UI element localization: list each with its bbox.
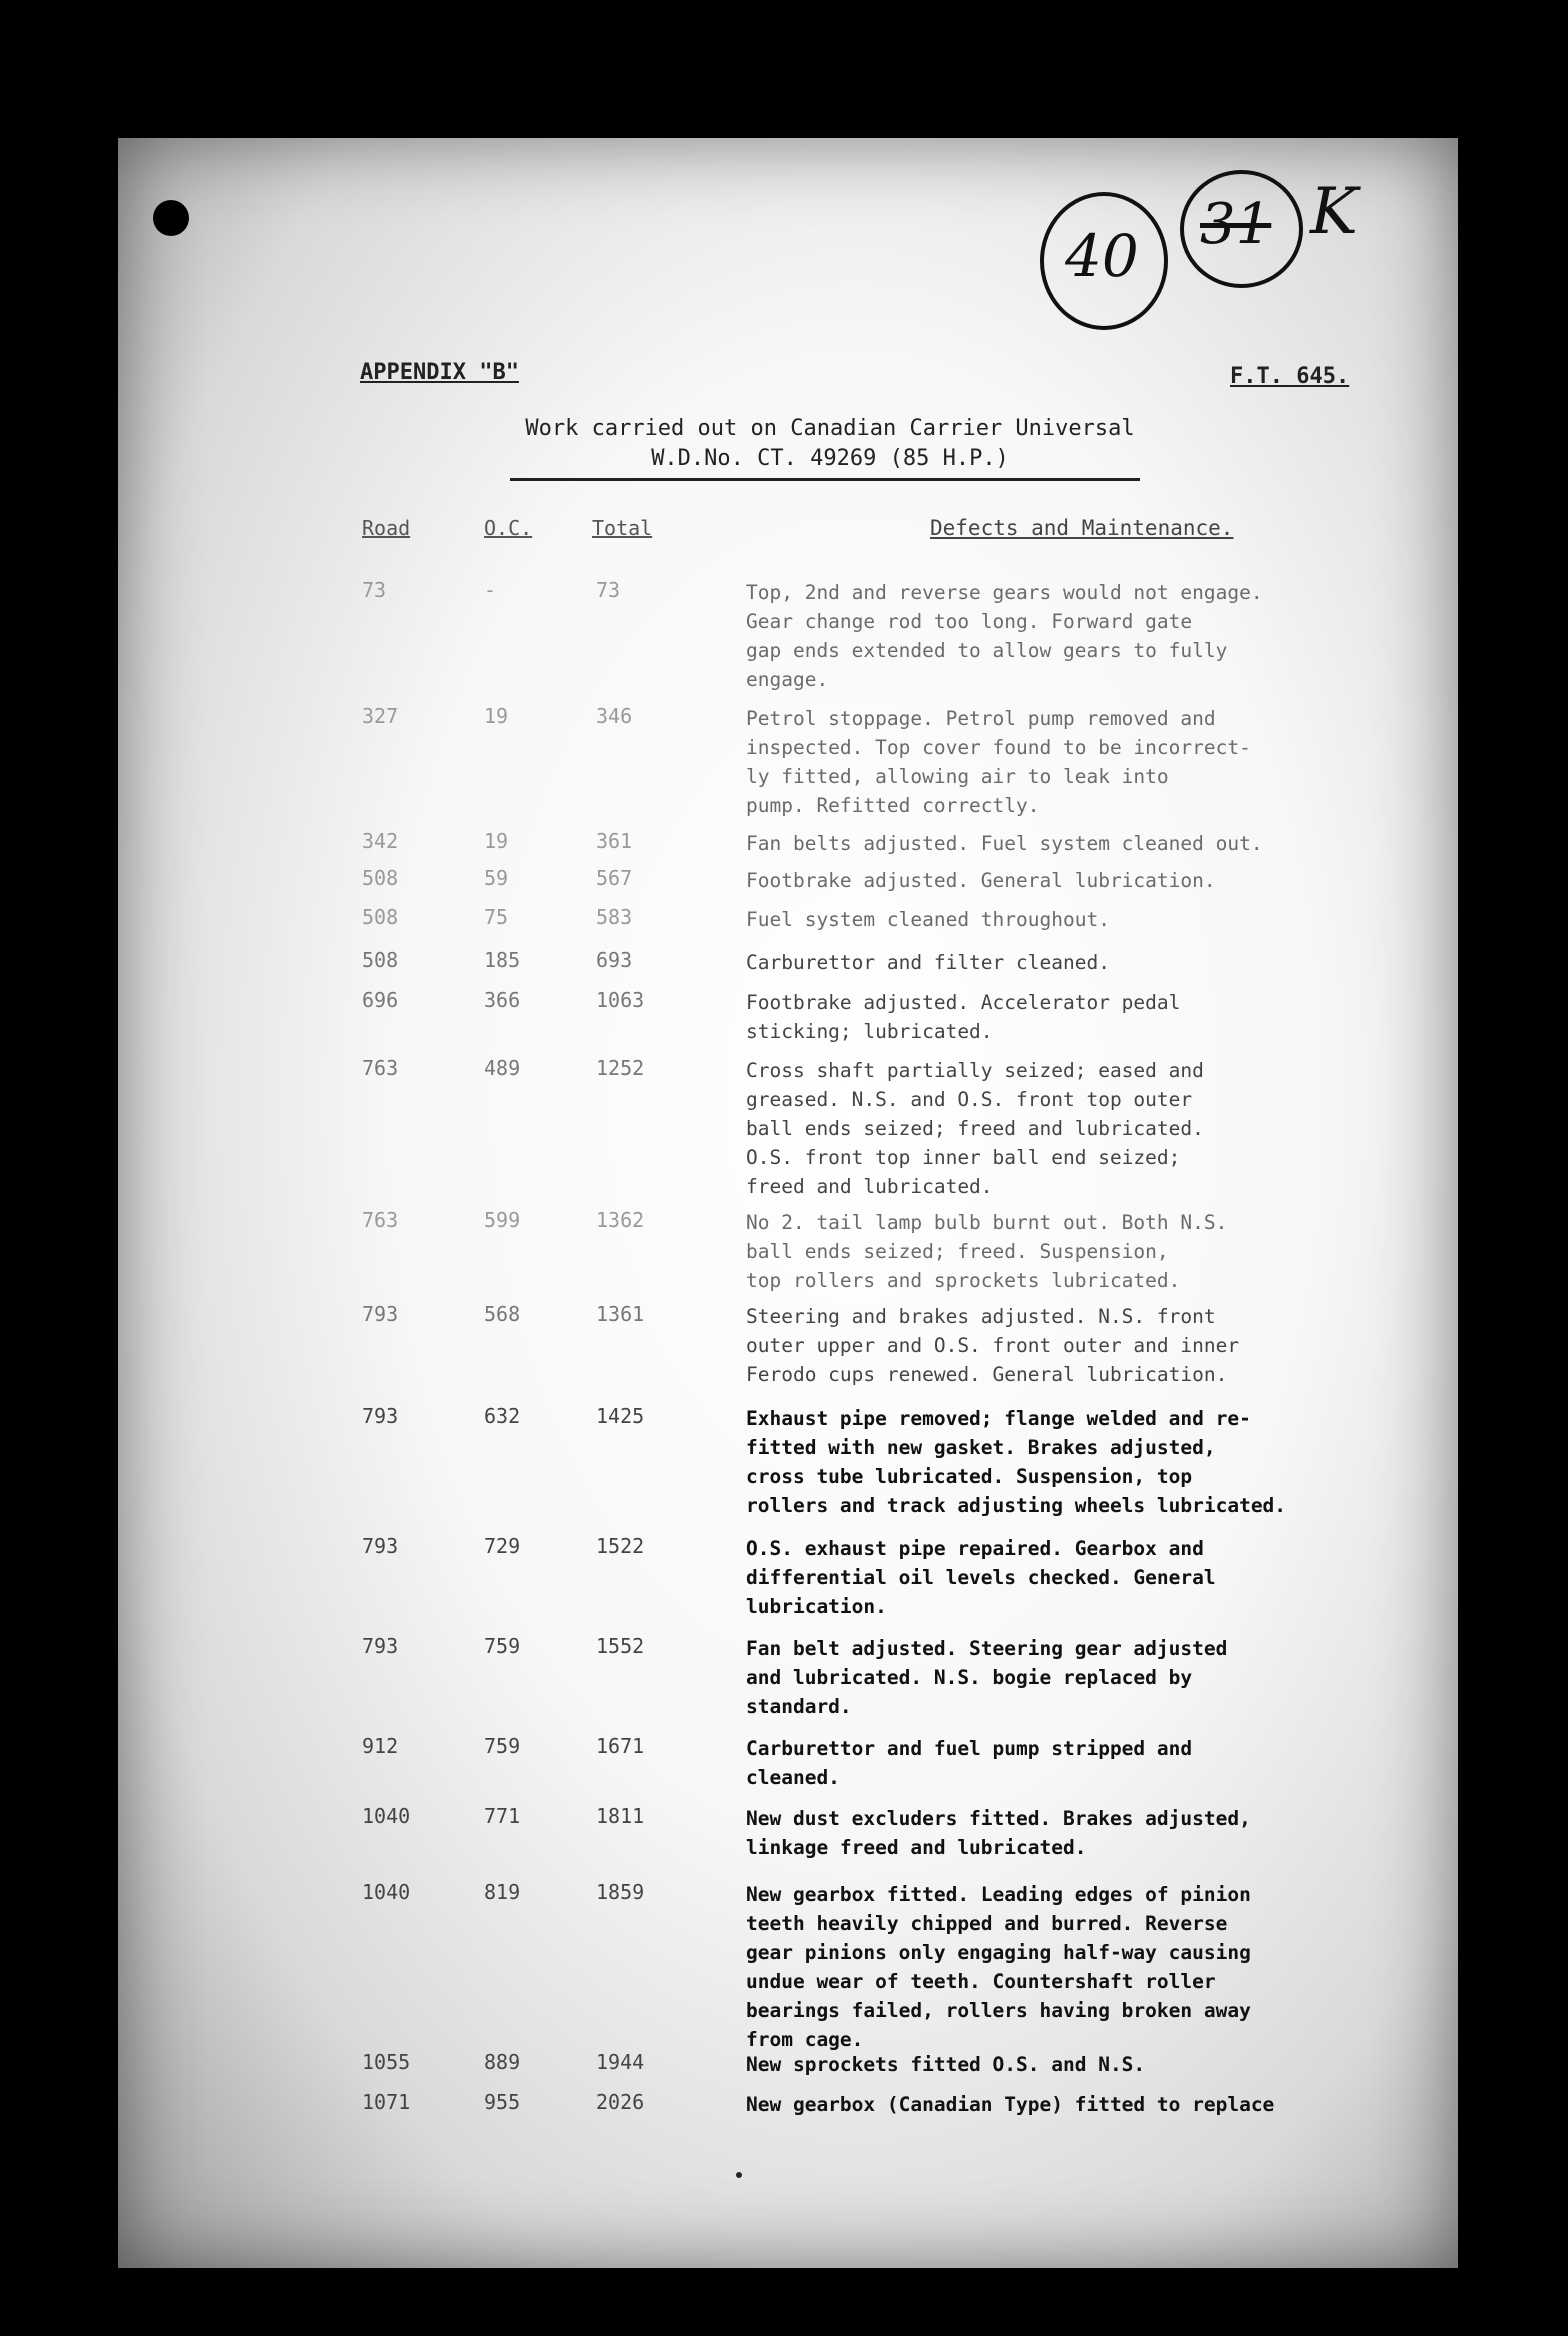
oc-value: 75 <box>484 905 509 929</box>
reference-number: F.T. 645. <box>1230 364 1350 389</box>
oc-value: 19 <box>484 829 509 853</box>
total-value: 2026 <box>596 2090 645 2114</box>
oc-value: 568 <box>484 1302 521 1326</box>
road-value: 508 <box>362 866 399 890</box>
oc-value: 819 <box>484 1880 521 1904</box>
document-title: Work carried out on Canadian Carrier Universal <box>525 416 1135 441</box>
total-value: 1811 <box>596 1804 645 1828</box>
oc-value: 955 <box>484 2090 521 2114</box>
road-value: 1040 <box>362 1804 411 1828</box>
oc-value: 889 <box>484 2050 521 2074</box>
defect-text: New dust excluders fitted. Brakes adjusted, linkage freed and lubricated. <box>746 1807 1251 1859</box>
road-value: 763 <box>362 1056 399 1080</box>
oc-value: 759 <box>484 1734 521 1758</box>
total-value: 1361 <box>596 1302 645 1326</box>
oc-value: 366 <box>484 988 521 1012</box>
column-header-defects: Defects and Maintenance. <box>930 516 1234 540</box>
appendix-heading: APPENDIX "B" <box>360 360 519 385</box>
total-value: 1522 <box>596 1534 645 1558</box>
defect-text: New gearbox (Canadian Type) fitted to replace <box>746 2093 1275 2116</box>
defect-text: Exhaust pipe removed; flange welded and re- fitted with new gasket. Brakes adjusted, cross tube lubricated. Suspension, top rollers and track adjusting wheels lubricated. <box>746 1407 1287 1517</box>
road-value: 793 <box>362 1404 399 1428</box>
column-header-oc: O.C. <box>484 516 533 540</box>
defect-text: Steering and brakes adjusted. N.S. front outer upper and O.S. front outer and inner Ferodo cups renewed. General lubrication. <box>746 1305 1240 1386</box>
oc-value: 771 <box>484 1804 521 1828</box>
road-value: 508 <box>362 905 399 929</box>
handwritten-page-number: 40 <box>1065 222 1139 290</box>
road-value: 73 <box>362 578 387 602</box>
oc-value: 489 <box>484 1056 521 1080</box>
defect-text: Top, 2nd and reverse gears would not engage. Gear change rod too long. Forward gate gap ends extended to allow gears to fully engage. <box>746 581 1263 691</box>
total-value: 1252 <box>596 1056 645 1080</box>
total-value: 73 <box>596 578 621 602</box>
road-value: 763 <box>362 1208 399 1232</box>
defect-text: Carburettor and fuel pump stripped and cleaned. <box>746 1737 1193 1789</box>
road-value: 342 <box>362 829 399 853</box>
total-value: 1063 <box>596 988 645 1012</box>
defect-text: Footbrake adjusted. Accelerator pedal sticking; lubricated. <box>746 991 1181 1043</box>
defect-text: Fuel system cleaned throughout. <box>746 908 1110 931</box>
oc-value: 599 <box>484 1208 521 1232</box>
road-value: 696 <box>362 988 399 1012</box>
title-underline <box>510 478 1140 481</box>
total-value: 567 <box>596 866 633 890</box>
oc-value: 19 <box>484 704 509 728</box>
oc-value: 729 <box>484 1534 521 1558</box>
defect-text: Cross shaft partially seized; eased and greased. N.S. and O.S. front top outer ball ends seized; freed and lubricated. O.S. front top inner ball end seized; freed and lubricated. <box>746 1059 1204 1198</box>
oc-value: 759 <box>484 1634 521 1658</box>
defect-text: Petrol stoppage. Petrol pump removed and inspected. Top cover found to be incorrect- ly fitted, allowing air to leak into pump. Refitted correctly. <box>746 707 1251 817</box>
road-value: 793 <box>362 1534 399 1558</box>
oc-value: 59 <box>484 866 509 890</box>
ink-mark <box>736 2172 742 2178</box>
handwritten-struck-number: 31 <box>1200 192 1272 257</box>
total-value: 1425 <box>596 1404 645 1428</box>
total-value: 1944 <box>596 2050 645 2074</box>
total-value: 1859 <box>596 1880 645 1904</box>
oc-value: 632 <box>484 1404 521 1428</box>
road-value: 327 <box>362 704 399 728</box>
road-value: 1071 <box>362 2090 411 2114</box>
total-value: 583 <box>596 905 633 929</box>
punch-hole <box>153 200 189 236</box>
road-value: 508 <box>362 948 399 972</box>
total-value: 361 <box>596 829 633 853</box>
defect-text: Fan belts adjusted. Fuel system cleaned out. <box>746 832 1263 855</box>
road-value: 912 <box>362 1734 399 1758</box>
column-header-total: Total <box>592 516 653 540</box>
defect-text: Footbrake adjusted. General lubrication. <box>746 869 1216 892</box>
road-value: 1040 <box>362 1880 411 1904</box>
column-header-road: Road <box>362 516 411 540</box>
total-value: 693 <box>596 948 633 972</box>
document-subtitle: W.D.No. CT. 49269 (85 H.P.) <box>651 446 1009 471</box>
total-value: 1362 <box>596 1208 645 1232</box>
defect-text: New sprockets fitted O.S. and N.S. <box>746 2053 1146 2076</box>
defect-text: New gearbox fitted. Leading edges of pinion teeth heavily chipped and burred. Reverse gear pinions only engaging half-way causing undue wear of teeth. Countershaft roller bearings failed, rollers having broken away from cage. <box>746 1883 1251 2051</box>
oc-value: 185 <box>484 948 521 972</box>
road-value: 793 <box>362 1634 399 1658</box>
defect-text: O.S. exhaust pipe repaired. Gearbox and differential oil levels checked. General lubrication. <box>746 1537 1216 1618</box>
handwritten-mark: K <box>1310 175 1358 249</box>
oc-value: - <box>484 578 497 602</box>
road-value: 1055 <box>362 2050 411 2074</box>
total-value: 1671 <box>596 1734 645 1758</box>
total-value: 346 <box>596 704 633 728</box>
road-value: 793 <box>362 1302 399 1326</box>
defect-text: Fan belt adjusted. Steering gear adjusted and lubricated. N.S. bogie replaced by standard. <box>746 1637 1228 1718</box>
total-value: 1552 <box>596 1634 645 1658</box>
defect-text: Carburettor and filter cleaned. <box>746 951 1110 974</box>
defect-text: No 2. tail lamp bulb burnt out. Both N.S. ball ends seized; freed. Suspension, top rollers and sprockets lubricated. <box>746 1211 1228 1292</box>
